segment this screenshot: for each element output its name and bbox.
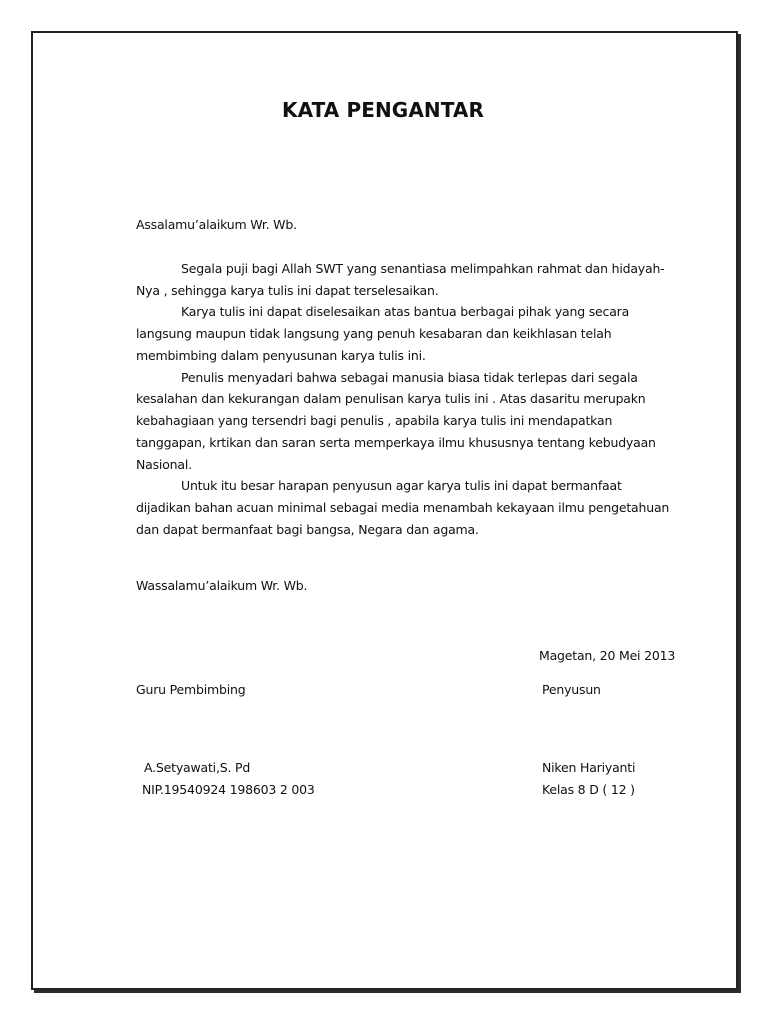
body-line: Nasional. [136, 457, 192, 472]
body-line: Karya tulis ini dapat diselesaikan atas bantua berbagai pihak yang secara [181, 304, 630, 319]
closing: Wassalamu’alaikum Wr. Wb. [136, 578, 308, 593]
body-line: Nya , sehingga karya tulis ini dapat terselesaikan. [136, 283, 439, 298]
body-line: Penulis menyadari bahwa sebagai manusia biasa tidak terlepas dari segala [181, 370, 638, 385]
body-line: langsung maupun tidak langsung yang penuh kesabaran dan keikhlasan telah [136, 326, 612, 341]
right-name: Niken Hariyanti [542, 760, 636, 775]
body-line: Segala puji bagi Allah SWT yang senantiasa melimpahkan rahmat dan hidayah- [181, 261, 665, 276]
greeting: Assalamu’alaikum Wr. Wb. [136, 217, 297, 232]
left-id: NIP.19540924 198603 2 003 [142, 782, 315, 797]
right-role: Penyusun [542, 682, 601, 697]
body-line: kesalahan dan kekurangan dalam penulisan karya tulis ini . Atas dasaritu merupakn [136, 391, 646, 406]
place-date: Magetan, 20 Mei 2013 [539, 648, 676, 663]
body-line: dijadikan bahan acuan minimal sebagai media menambah kekayaan ilmu pengetahuan [136, 500, 670, 515]
left-role: Guru Pembimbing [136, 682, 246, 697]
document-title: KATA PENGANTAR [281, 98, 484, 122]
body-line: tanggapan, krtikan dan saran serta memperkaya ilmu khususnya tentang kebudyaan [136, 435, 656, 450]
body-line: Untuk itu besar harapan penyusun agar karya tulis ini dapat bermanfaat [181, 478, 622, 493]
body-line: membimbing dalam penyusunan karya tulis ini. [136, 348, 426, 363]
body-line: kebahagiaan yang tersendri bagi penulis , apabila karya tulis ini mendapatkan [136, 413, 613, 428]
right-class: Kelas 8 D ( 12 ) [542, 782, 635, 797]
left-name: A.Setyawati,S. Pd [144, 760, 251, 775]
body-line: dan dapat bermanfaat bagi bangsa, Negara dan agama. [136, 522, 479, 537]
